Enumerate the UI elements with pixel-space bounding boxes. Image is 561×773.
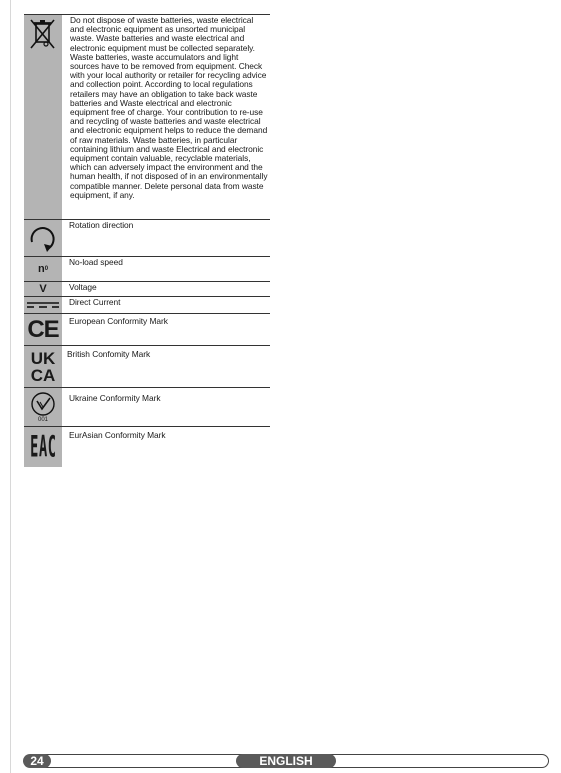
ce-mark-label: European Conformity Mark bbox=[69, 316, 168, 326]
symbol-row-eac bbox=[24, 426, 270, 467]
voltage-icon bbox=[24, 282, 63, 296]
symbol-row-no-load-speed bbox=[24, 256, 270, 281]
waste-disposal-text: Do not dispose of waste batteries, waste electrical and electronic equipment as unsorted municipal waste. Waste batteries and waste electrical and electronic equipment must be collected separately. Waste batteries, waste accumulators and light sources have to be removed from equipment. Check with your local authority or retailer for recycling advice and collection point. According to local regulations retailers may have an obligation to take back waste batteries and Waste electrical and electronic equipment free of charge. Your contribution to re-use and recycling of waste batteries and waste electrical and electronic equipment helps to reduce the demand of raw materials. Waste batteries, in particular containing lithium and waste Electrical and electronic equipment contain valuable, recyclable materials, which can adversely impact the environment and the human health, if not disposed of in an environmentally compatible manner. Delete personal data from waste equipment, if any. bbox=[70, 15, 268, 200]
ukca-mark-label: British Confomity Mark bbox=[67, 349, 151, 359]
symbols-table bbox=[24, 14, 270, 467]
ukraine-mark-label: Ukraine Conformity Mark bbox=[69, 393, 161, 403]
page-number: 24 bbox=[23, 754, 51, 768]
no-load-speed-subscript: 0 bbox=[44, 266, 49, 272]
voltage-symbol: V bbox=[39, 283, 47, 295]
ce-mark-icon bbox=[24, 314, 63, 345]
no-load-speed-label: No-load speed bbox=[69, 257, 123, 267]
ce-mark-text: CE bbox=[27, 315, 59, 343]
rotation-direction-icon bbox=[24, 220, 63, 256]
ukca-bottom-text: CA bbox=[30, 365, 56, 385]
symbol-row-direct-current bbox=[24, 296, 270, 313]
ukraine-code-text: 001 bbox=[37, 416, 48, 423]
symbol-row-ukraine bbox=[24, 387, 270, 426]
crossed-out-wheelie-bin-icon bbox=[24, 15, 63, 219]
ukca-mark-icon bbox=[24, 346, 63, 387]
eac-mark-text: EAC bbox=[29, 430, 57, 464]
voltage-label: Voltage bbox=[69, 282, 97, 292]
symbol-row-voltage bbox=[24, 281, 270, 296]
ukraine-conformity-icon bbox=[24, 388, 63, 426]
ukca-top-text: UK bbox=[30, 348, 56, 368]
page-footer bbox=[23, 754, 549, 768]
symbol-row-ukca bbox=[24, 345, 270, 387]
eac-mark-label: EurAsian Conformity Mark bbox=[69, 430, 166, 440]
language-label: ENGLISH bbox=[236, 754, 336, 768]
eac-mark-icon bbox=[24, 427, 63, 467]
rotation-direction-label: Rotation direction bbox=[69, 220, 134, 230]
no-load-speed-icon bbox=[24, 257, 63, 281]
left-margin-rule bbox=[10, 0, 11, 773]
direct-current-icon bbox=[24, 297, 63, 313]
symbol-row-rotation bbox=[24, 219, 270, 256]
no-load-speed-symbol: n bbox=[37, 263, 45, 275]
direct-current-label: Direct Current bbox=[69, 297, 121, 307]
symbol-row-waste bbox=[24, 14, 270, 219]
symbol-row-ce bbox=[24, 313, 270, 345]
